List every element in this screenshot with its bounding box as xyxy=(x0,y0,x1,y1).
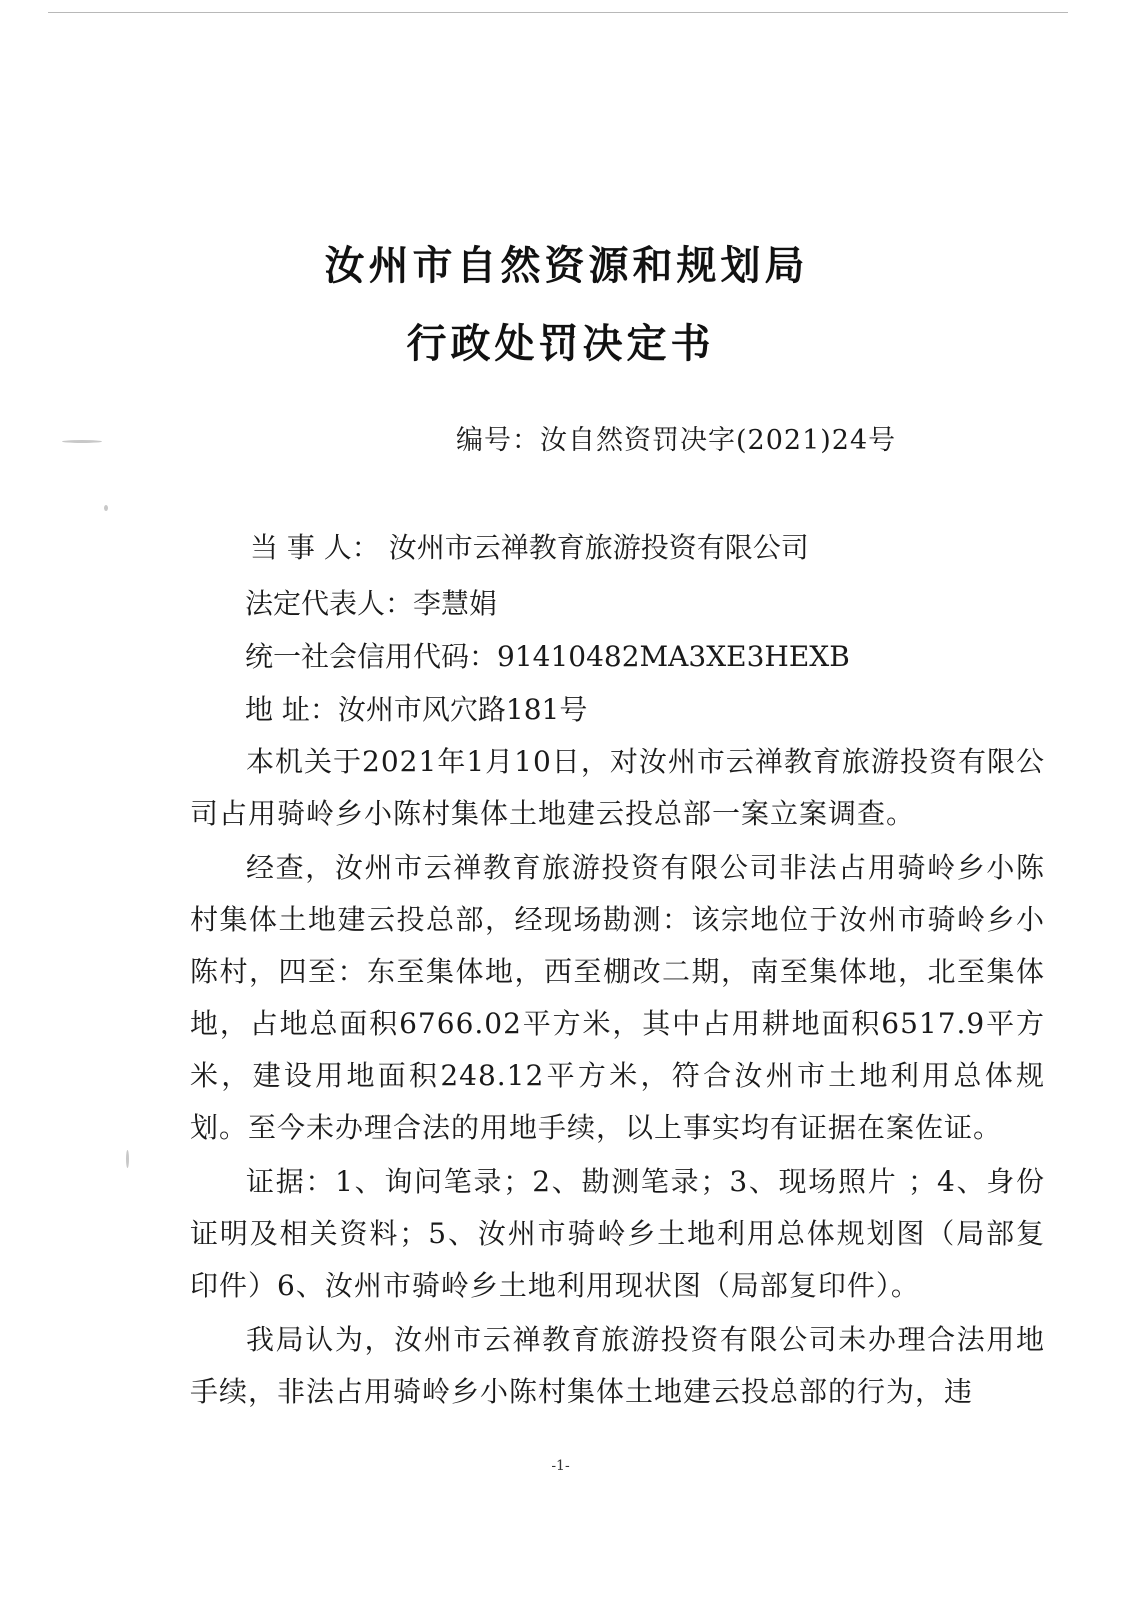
page-number: -1- xyxy=(551,1458,570,1474)
document-subtitle: 行政处罚决定书 xyxy=(406,321,715,367)
scan-artifact xyxy=(104,505,108,511)
legal-representative: 法定代表人：李慧娟 xyxy=(245,587,498,620)
scan-edge-line xyxy=(48,12,1068,13)
party-name: 当 事 人： 汝州市云禅教育旅游投资有限公司 xyxy=(250,531,809,564)
document-title: 汝州市自然资源和规划局 xyxy=(324,243,809,289)
paragraph-investigation: 经查，汝州市云禅教育旅游投资有限公司非法占用骑岭乡小陈村集体土地建云投总部，经现场勘测：该宗地位于汝州市骑岭乡小陈村，四至：东至集体地，西至棚改二期，南至集体地，北至集体地，占地总面积6766.02平方米，其中占用耕地面积6517.9平方米，建设用地面积248.12平方米，符合汝州市土地利用总体规划。至今未办理合法的用地手续，以上事实均有证据在案佐证。 xyxy=(190,851,1045,1144)
paragraph-finding: 我局认为，汝州市云禅教育旅游投资有限公司未办理合法用地手续，非法占用骑岭乡小陈村集体土地建云投总部的行为，违 xyxy=(190,1323,1045,1408)
scan-artifact xyxy=(62,440,102,443)
credit-code: 统一社会信用代码：91410482MA3XE3HEXB xyxy=(245,640,850,673)
document-number: 编号：汝自然资罚决字(2021)24号 xyxy=(456,425,897,456)
paragraph-evidence: 证据：1、询问笔录；2、勘测笔录；3、现场照片 ；4、身份证明及相关资料；5、汝州市骑岭乡土地利用总体规划图（局部复印件）6、汝州市骑岭乡土地利用现状图（局部复印件）。 xyxy=(190,1165,1045,1302)
address: 地 址：汝州市风穴路181号 xyxy=(245,693,588,726)
paragraph-case-filing: 本机关于2021年1月10日，对汝州市云禅教育旅游投资有限公司占用骑岭乡小陈村集体土地建云投总部一案立案调查。 xyxy=(190,745,1045,830)
scan-artifact xyxy=(126,1150,129,1168)
